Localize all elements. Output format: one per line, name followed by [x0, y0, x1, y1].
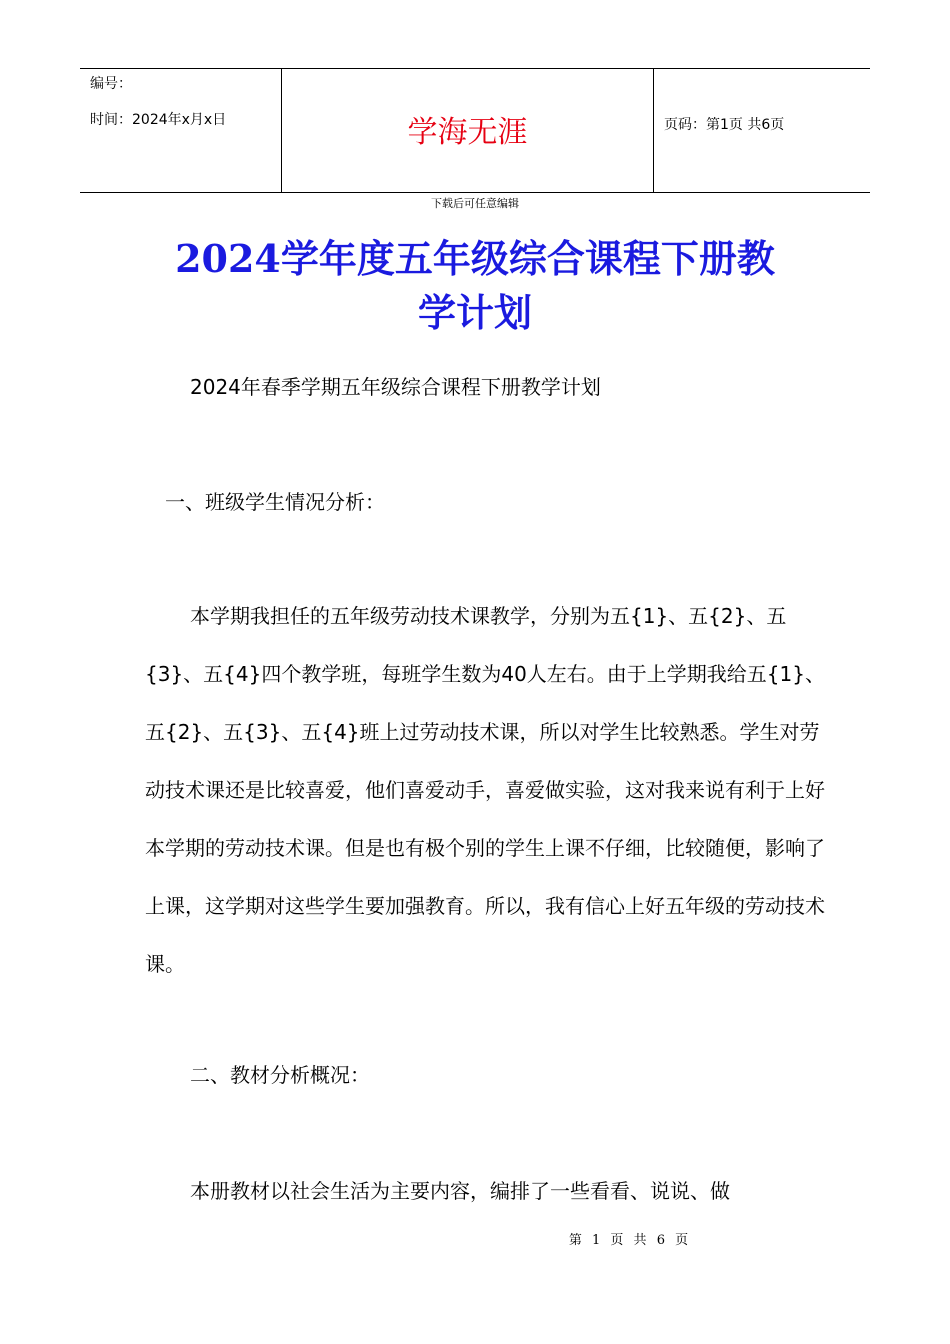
subtitle [145, 358, 825, 416]
header-right-cell [654, 69, 870, 192]
section1-heading [145, 473, 825, 531]
subtitle-text: 2024年春季学期五年级综合课程下册教学计划 [190, 375, 601, 399]
title-line-2: 学计划 [417, 290, 532, 335]
header-mid-cell [282, 69, 654, 192]
section1-body [145, 587, 825, 993]
page-footer: 第 1 页 共 6 页 [568, 1233, 692, 1248]
document-title [100, 232, 850, 340]
date-label: 时间：2024年x月x日 [90, 112, 227, 128]
title-line-1: 2024学年度五年级综合课程下册教 [175, 236, 775, 281]
section2-heading-text: 二、教材分析概况： [190, 1063, 370, 1087]
section2-heading [145, 1046, 825, 1104]
page-info: 页码：第1页 共6页 [664, 117, 785, 133]
section2-body [145, 1162, 825, 1220]
download-note: 下载后可任意编辑 [431, 197, 519, 210]
brand-title: 学海无涯 [407, 115, 528, 150]
header-left-cell [80, 69, 282, 192]
header-table [80, 68, 870, 193]
section2-paragraph: 本册教材以社会生活为主要内容，编排了一些看看、说说、做 [190, 1179, 730, 1203]
serial-label: 编号： [90, 76, 132, 92]
section1-heading-text: 一、班级学生情况分析： [165, 490, 385, 514]
section1-paragraph: 本学期我担任的五年级劳动技术课教学，分别为五{1}、五{2}、五{3}、五{4}四个教学班，每班学生数为40人左右。由于上学期我给五{1}、五{2}、五{3}、五{4}班上过劳动技术课，所以对学生比较熟悉。学生对劳动技术课还是比较喜爱，他们喜爱动手，喜爱做实验，这对我来说有利于上好本学期的劳动技术课。但是也有极个别的学生上课不仔细，比较随便，影响了上课，这学期对这些学生要加强教育。所以，我有信心上好五年级的劳动技术课。 [145, 604, 825, 976]
